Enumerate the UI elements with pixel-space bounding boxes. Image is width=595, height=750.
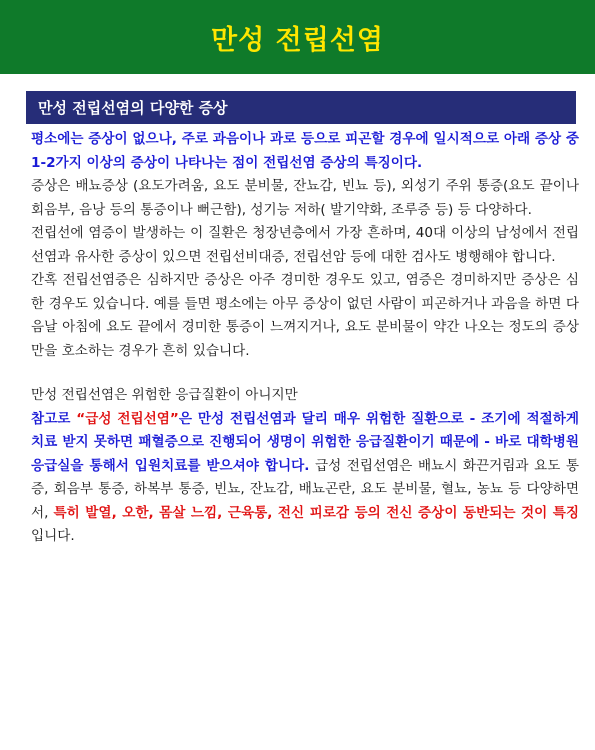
paragraph-spacer [31, 363, 579, 384]
title-banner [0, 0, 595, 74]
page-title: 만성 전립선염 [211, 24, 384, 56]
acute-ref-term: “급성 전립선염” [76, 410, 179, 427]
article-body [31, 128, 579, 549]
intro-paragraph: 평소에는 증상이 없으나, 주로 과음이나 과로 등으로 피곤할 경우에 일시적으로 아래 증상 중 1-2가지 이상의 증상이 나타나는 점이 전립선염 증상의 특징이다. [31, 131, 579, 171]
acute-end: 입니다. [31, 528, 75, 544]
acute-feature: 특히 발열, 오한, 몸살 느낌, 근육통, 전신 피로감 등의 전신 증상이 동반되는 것이 특징 [53, 504, 579, 521]
section-title: 만성 전립선염의 다양한 증상 [38, 99, 228, 117]
acute-paragraph [31, 408, 579, 549]
not-emergency-line: 만성 전립선염은 위험한 응급질환이 아니지만 [31, 387, 298, 403]
inflammation-paragraph: 전립선에 염증이 발생하는 이 질환은 청장년층에서 가장 흔하며, 40대 이상의 남성에서 전립선염과 유사한 증상이 있으면 전립선비대증, 전립선암 등에 대한 검사도 병행해야 합니다. [31, 225, 579, 265]
acute-ref-rest: 은 만성 전립선염과 달리 매우 위험한 질환으로 - 조기에 적절하게 치료 받지 못하면 패혈증으로 진행되어 생명이 위험한 응급질환이기 때문에 - 바로 대학병원 응급실을 통해서 입원치료를 받으셔야 합니다. [31, 410, 579, 474]
acute-symptoms-lead: 급성 전립선염은 배뇨시 화끈거림과 요도 통증, 회음부 통증, 하복부 통증, 빈뇨, 잔뇨감, 배뇨곤란, 요도 분비물, 혈뇨, 농뇨 등 다양하면서, [31, 457, 579, 521]
symptoms-paragraph: 증상은 배뇨증상 (요도가려움, 요도 분비물, 잔뇨감, 빈뇨 등), 외성기 주위 통증(요도 끝이나 회음부, 음낭 등의 통증이나 뻐근함), 성기능 저하( 발기약화, 조루증 등) 등 다양하다. [31, 178, 579, 218]
acute-ref-prefix: 참고로 [31, 410, 77, 427]
severity-paragraph: 간혹 전립선염증은 심하지만 증상은 아주 경미한 경우도 있고, 염증은 경미하지만 증상은 심한 경우도 있습니다. 예를 들면 평소에는 아무 증상이 없던 사람이 피곤하거나 과음을 하면 다음날 아침에 요도 끝에서 경미한 통증이 느껴지거나, 요도 분비물이 약간 나오는 정도의 증상만을 호소하는 경우가 흔히 있습니다. [31, 272, 579, 359]
section-header [26, 91, 576, 124]
